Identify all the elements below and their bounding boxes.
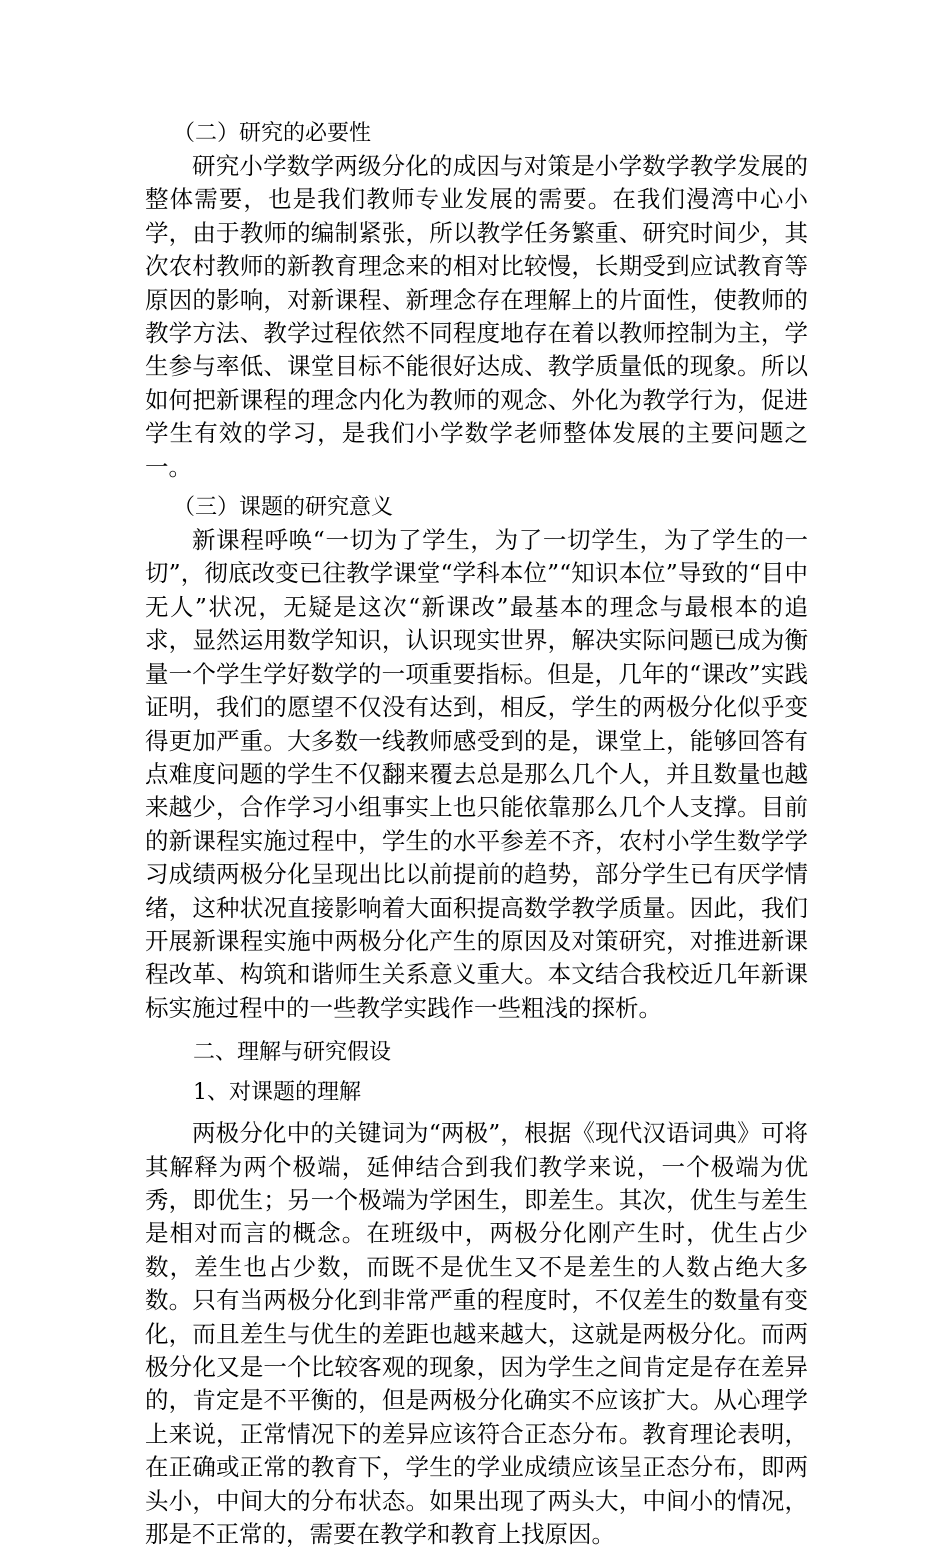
spacer bbox=[145, 484, 808, 492]
section-heading-significance: （三）课题的研究意义 bbox=[173, 495, 394, 521]
spacer bbox=[145, 1109, 808, 1117]
paragraph-significance: 新课程呼唤“一切为了学生，为了一切学生，为了学生的一切”，彻底改变已往教学课堂“学科本位”“知识本位”导致的“目中无人”状况，无疑是这次“新课改”最基本的理念与最根本的追求，显然运用数学知识，认识现实世界，解决实际问题已成为衡量一个学生学好数学的一项重要指标。但是，几年的“课改”实践证明，我们的愿望不仅没有达到，相反，学生的两极分化似乎变得更加严重。大多数一线教师感受到的是，课堂上，能够回答有点难度问题的学生不仅翻来覆去总是那么几个人，并且数量也越来越少，合作学习小组事实上也只能依靠那么几个人支撑。目前的新课程实施过程中，学生的水平参差不齐，农村小学生数学学习成绩两极分化呈现出比以前提前的趋势，部分学生已有厌学情绪，这种状况直接影响着大面积提高数学教学质量。因此，我们开展新课程实施中两极分化产生的原因及对策研究，对推进新课程改革、构筑和谐师生关系意义重大。本文结合我校近几年新课标实施过程中的一些教学实践作一些粗浅的探析。 bbox=[145, 526, 808, 1022]
spacer bbox=[145, 1069, 808, 1077]
document-page bbox=[145, 118, 808, 1551]
section-heading-necessity: （二）研究的必要性 bbox=[173, 121, 372, 146]
paragraph-necessity: 研究小学数学两级分化的成因与对策是小学数学教学发展的整体需要，也是我们教师专业发展的需要。在我们漫湾中心小学，由于教师的编制紧张，所以教学任务繁重、研究时间少，其次农村教师的新教育理念来的相对比较慢，长期受到应试教育等原因的影响，对新课程、新理念存在理解上的片面性，使教师的教学方法、教学过程依然不同程度地存在着以教师控制为主，学生参与率低、课堂目标不能很好达成、教学质量低的现象。所以如何把新课程的理念内化为教师的观念、外化为教学行为，促进学生有效的学习，是我们小学数学老师整体发展的主要问题之一。 bbox=[145, 152, 808, 481]
subsection-heading: 1、对课题的理解 bbox=[193, 1080, 361, 1106]
spacer bbox=[145, 1025, 808, 1037]
paragraph-understanding: 两极分化中的关键词为“两极”，根据《现代汉语词典》可将其解释为两个极端，延伸结合到我们教学来说，一个极端为优秀，即优生；另一个极端为学困生，即差生。其次，优生与差生是相对而言的概念。在班级中，两极分化刚产生时，优生占少数，差生也占少数，而既不是优生又不是差生的人数占绝大多数。只有当两极分化到非常严重的程度时，不仅差生的数量有变化，而且差生与优生的差距也越来越大，这就是两极分化。而两极分化又是一个比较客观的现象，因为学生之间肯定是存在差异的，肯定是不平衡的，但是两极分化确实不应该扩大。从心理学上来说，正常情况下的差异应该符合正态分布。教育理论表明，在正确或正常的教育下，学生的学业成绩应该呈正态分布，即两头小，中间大的分布状态。如果出现了两头大，中间小的情况，那是不正常的，需要在教学和教育上找原因。 bbox=[145, 1119, 808, 1549]
part-heading: 二、理解与研究假设 bbox=[193, 1040, 392, 1066]
